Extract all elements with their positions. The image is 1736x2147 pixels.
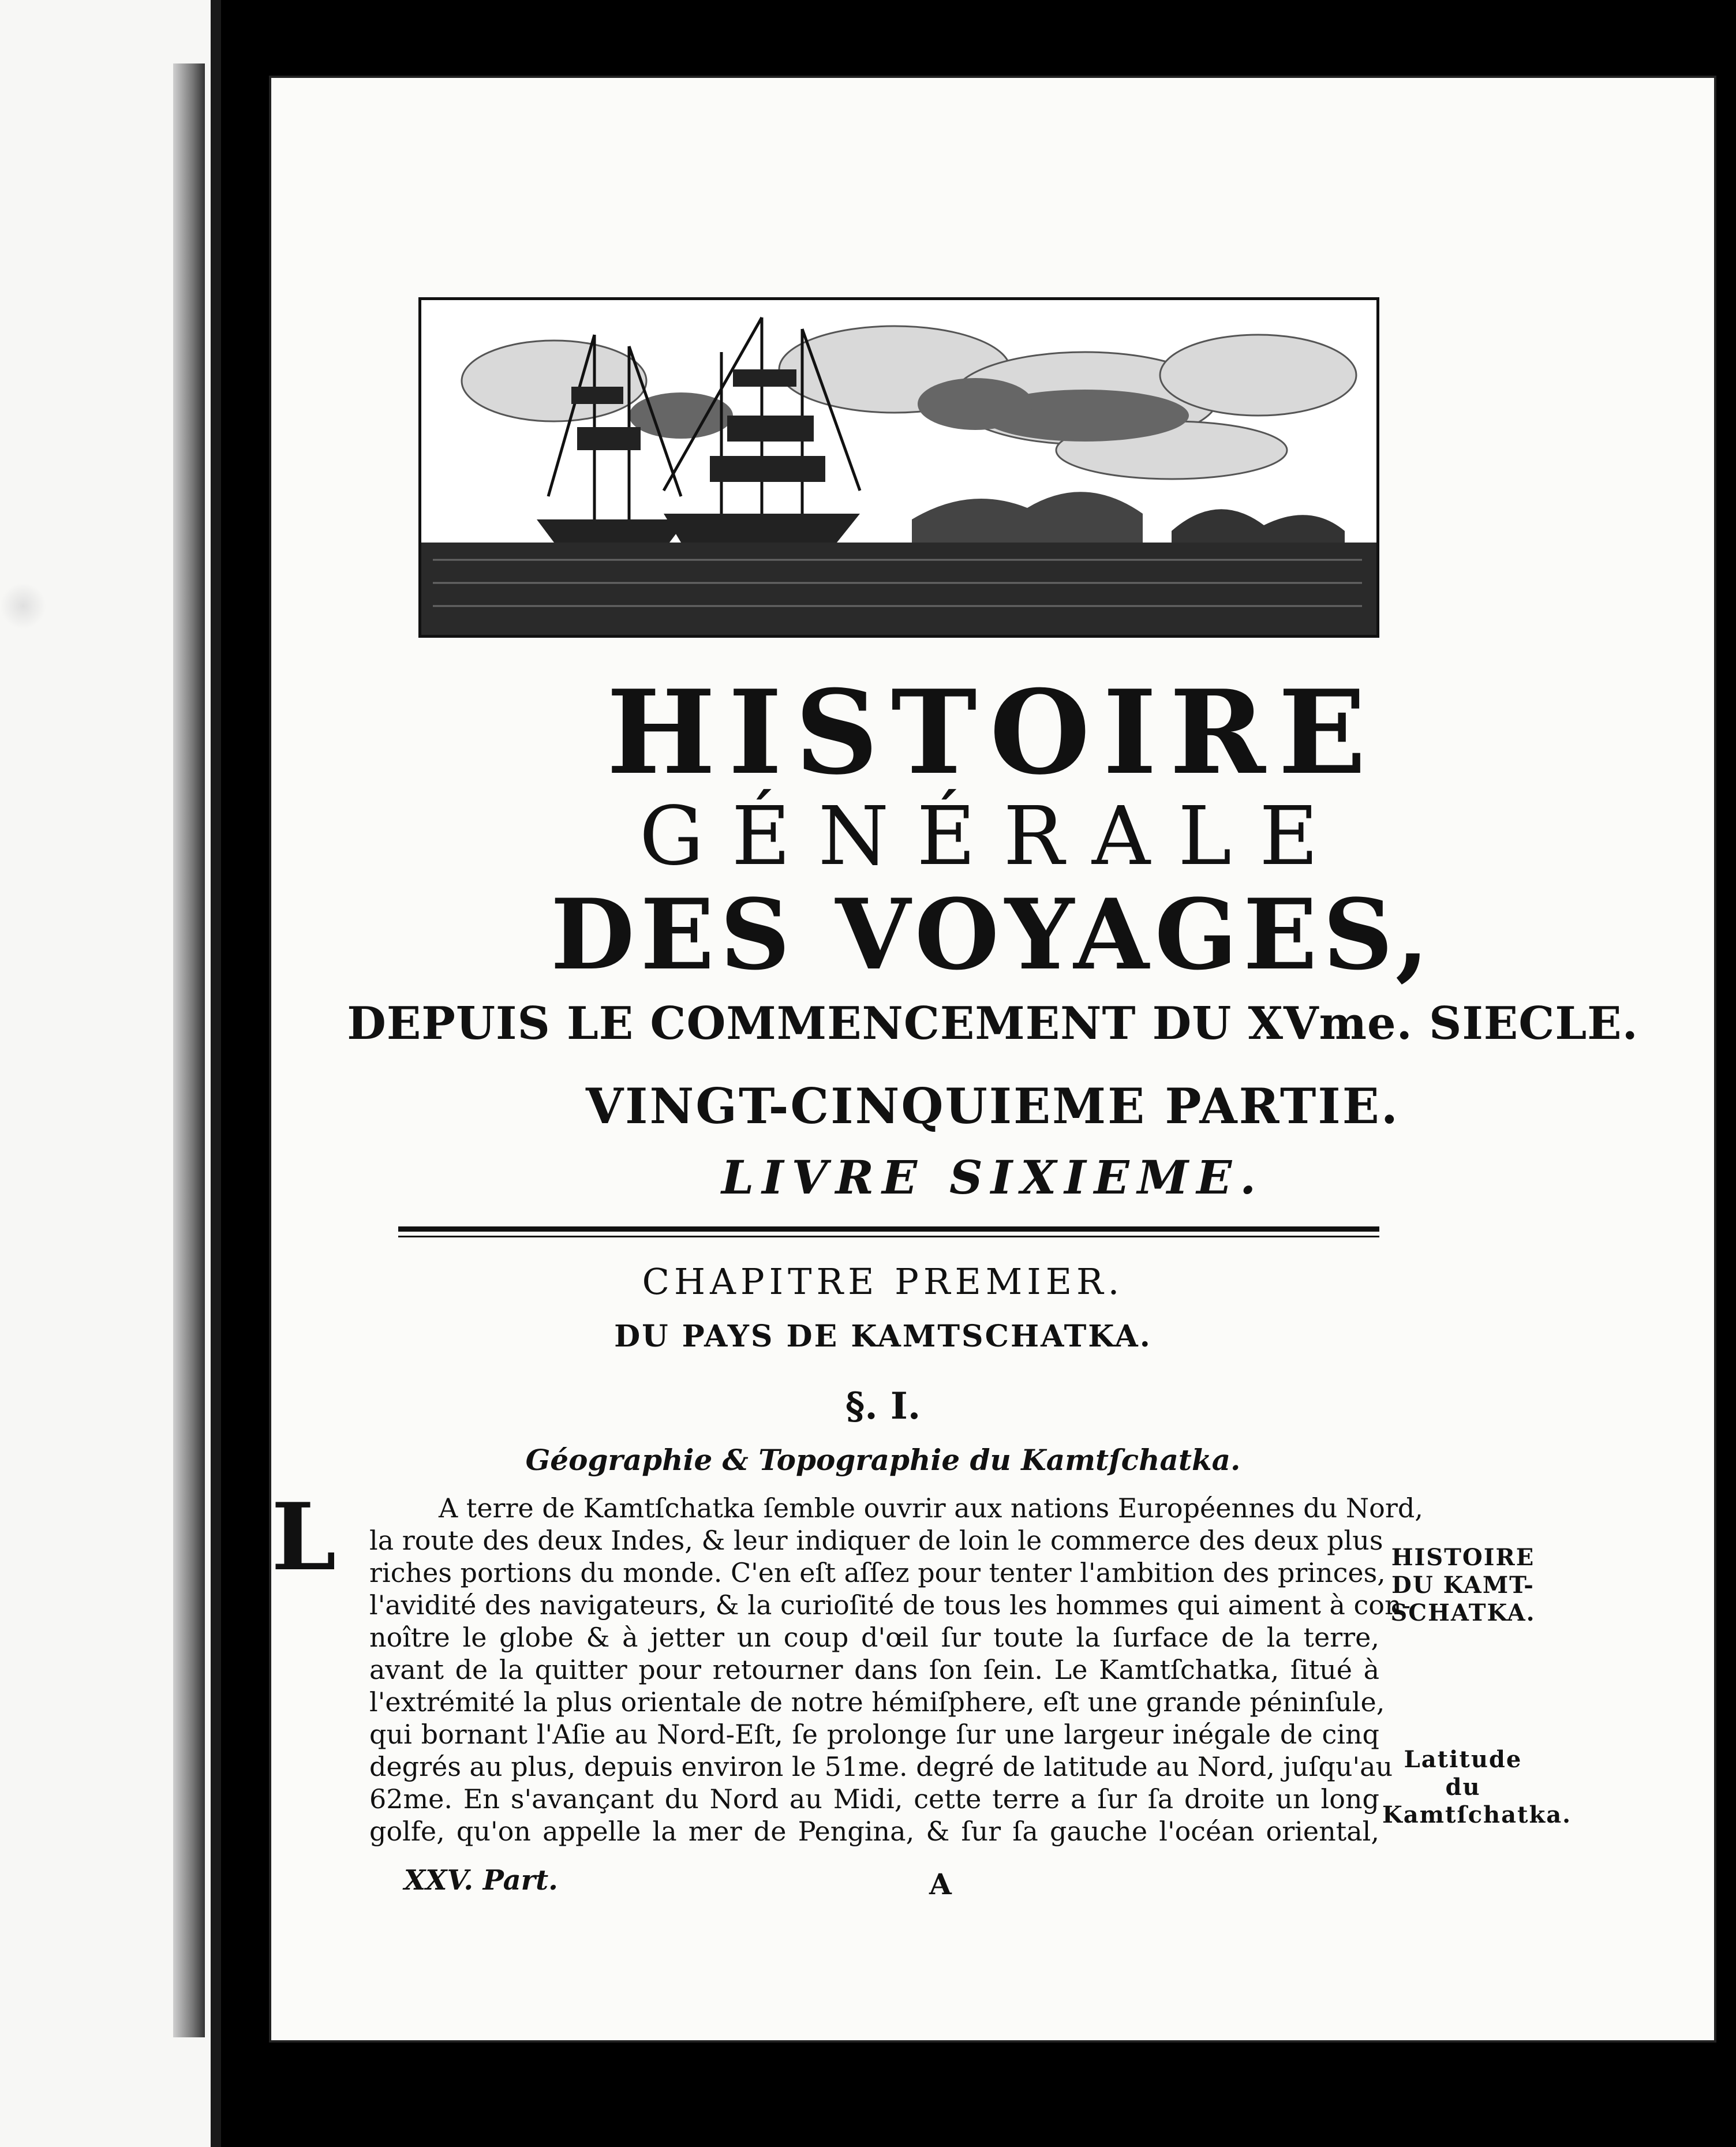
signature-mark: A xyxy=(929,1867,952,1901)
margin-note-line: HISTOIRE xyxy=(1391,1544,1535,1571)
body-line: golfe, qu'on appelle la mer de Pengina, & ſur ſa gauche l'océan oriental, xyxy=(369,1816,1379,1847)
body-line: 62me. En s'avançant du Nord au Midi, cette terre a ſur ſa droite un long xyxy=(369,1783,1379,1815)
margin-note-line: Kamtſchatka. xyxy=(1382,1801,1572,1828)
title-partie: VINGT-CINQUIEME PARTIE. xyxy=(585,1078,1400,1135)
margin-note-latitude xyxy=(1382,1746,1572,1829)
body-line: avant de la quitter pour retourner dans ſon ſein. Le Kamtſchatka, ſitué à xyxy=(369,1654,1379,1685)
ship-engraving xyxy=(418,297,1379,638)
margin-note-line: SCHATKA. xyxy=(1390,1599,1536,1626)
chapter-subheading: DU PAYS DE KAMTSCHATKA. xyxy=(614,1319,1152,1354)
body-line: l'extrémité la plus orientale de notre hémiſphere, eſt une grande péninſule, xyxy=(369,1686,1385,1718)
margin-note-line: Latitude du xyxy=(1404,1746,1522,1801)
footer-part-label: XXV. Part. xyxy=(404,1864,558,1897)
body-line: l'avidité des navigateurs, & la curioſité de tous les hommes qui aiment à con- xyxy=(369,1589,1411,1621)
title-page xyxy=(271,78,1714,2040)
body-line: degrés au plus, depuis environ le 51me. degré de latitude au Nord, juſqu'au xyxy=(369,1751,1393,1782)
margin-note-histoire xyxy=(1382,1544,1544,1627)
body-text xyxy=(369,1492,1423,1847)
body-line: noître le globe & à jetter un coup d'œil ſur toute la ſurface de la terre, xyxy=(369,1622,1379,1653)
divider-rule xyxy=(398,1226,1379,1232)
chapter-heading: CHAPITRE PREMIER. xyxy=(642,1260,1124,1303)
title-generale: GÉNÉRALE xyxy=(639,790,1346,884)
body-line: qui bornant l'Aſie au Nord-Eſt, ſe prolonge ſur une largeur inégale de cinq xyxy=(369,1719,1379,1750)
body-line: la route des deux Indes, & leur indiquer de loin le commerce des deux plus xyxy=(369,1525,1383,1556)
divider-rule-thin xyxy=(398,1236,1379,1237)
title-des-voyages: DES VOYAGES, xyxy=(550,877,1435,992)
title-subtitle: DEPUIS LE COMMENCEMENT DU XVme. SIECLE. xyxy=(347,997,1638,1050)
engraving-illustration xyxy=(421,300,1376,635)
body-line: riches portions du monde. C'en eſt aſſez pour tenter l'ambition des princes, xyxy=(369,1557,1386,1588)
title-livre: LIVRE SIXIEME. xyxy=(721,1150,1264,1205)
margin-note-line: DU KAMT- xyxy=(1391,1572,1535,1599)
section-title: Géographie & Topographie du Kamtſchatka. xyxy=(525,1443,1241,1477)
body-line: A terre de Kamtſchatka ſemble ouvrir aux nations Européennes du Nord, xyxy=(439,1493,1423,1524)
page-gutter xyxy=(173,63,205,2037)
section-number: §. I. xyxy=(845,1385,921,1428)
facing-page xyxy=(0,0,221,2147)
title-histoire: HISTOIRE xyxy=(606,665,1379,801)
paper-spot xyxy=(0,583,46,629)
drop-cap: L xyxy=(271,1483,336,1591)
